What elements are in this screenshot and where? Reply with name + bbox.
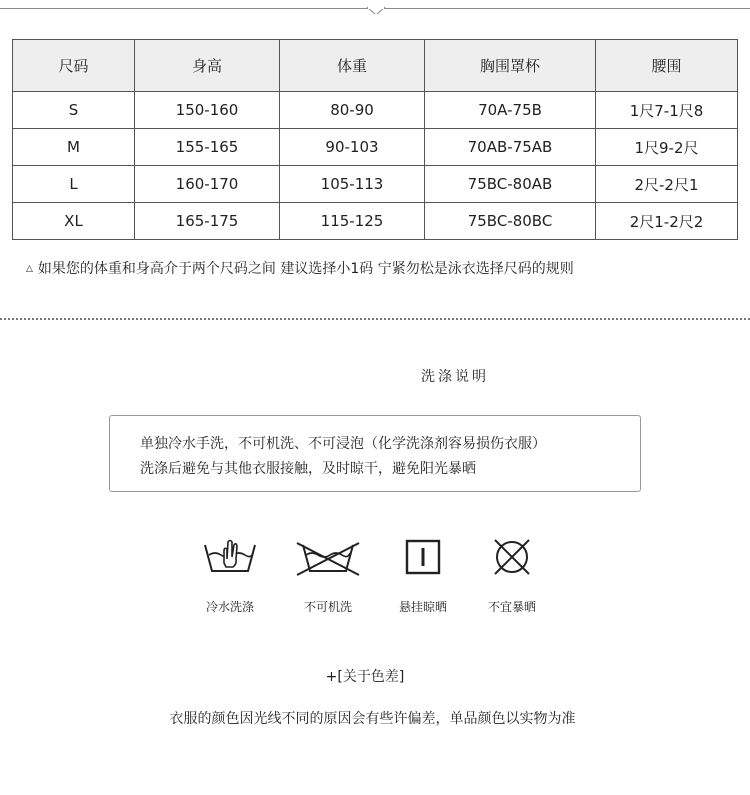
size-advice-note	[26, 258, 574, 278]
cell-weight: 105-113	[280, 166, 425, 203]
care-label: 悬挂晾晒	[398, 600, 447, 614]
cell-bust-cup: 70A-75B	[425, 92, 596, 129]
hand-wash-icon	[202, 537, 258, 577]
cell-waist: 2尺-2尺1	[596, 166, 738, 203]
care-label: 不可机洗	[303, 600, 352, 614]
header-weight: 体重	[280, 40, 425, 92]
size-chart-table	[12, 39, 738, 240]
size-advice-text: 如果您的体重和身高介于两个尺码之间 建议选择小1码 宁紧勿松是泳衣选择尺码的规则	[37, 261, 574, 277]
cell-height: 155-165	[135, 129, 280, 166]
cell-size: S	[13, 92, 135, 129]
cell-size: M	[13, 129, 135, 166]
no-machine-wash-icon	[295, 537, 361, 577]
cell-weight: 90-103	[280, 129, 425, 166]
cell-weight: 80-90	[280, 92, 425, 129]
table-row	[13, 166, 738, 203]
cell-height: 150-160	[135, 92, 280, 129]
cell-weight: 115-125	[280, 203, 425, 240]
header-bust-cup: 胸围罩杯	[425, 40, 596, 92]
cell-height: 160-170	[135, 166, 280, 203]
table-header-row	[13, 40, 738, 92]
color-difference-text: 衣服的颜色因光线不同的原因会有些许偏差，单品颜色以实物为准	[169, 711, 576, 727]
cell-bust-cup: 75BC-80AB	[425, 166, 596, 203]
cell-waist: 2尺1-2尺2	[596, 203, 738, 240]
cell-waist: 1尺9-2尺	[596, 129, 738, 166]
chevron-down-icon	[366, 2, 386, 14]
care-item-no-machine-wash	[288, 537, 368, 615]
table-row	[13, 203, 738, 240]
cell-waist: 1尺7-1尺8	[596, 92, 738, 129]
wash-instruction-line: 洗涤后避免与其他衣服接触，及时晾干，避免阳光暴晒	[140, 461, 476, 477]
cell-size: L	[13, 166, 135, 203]
wash-instructions-title: 洗涤说明	[421, 369, 489, 385]
table-row	[13, 129, 738, 166]
care-item-hand-wash	[190, 537, 270, 615]
care-item-hang-dry	[383, 537, 463, 615]
table-row	[13, 92, 738, 129]
wash-instruction-line: 单独冷水手洗，不可机洗、不可浸泡（化学洗涤剂容易损伤衣服）	[140, 436, 546, 452]
cell-bust-cup: 70AB-75AB	[425, 129, 596, 166]
triangle-icon: △	[26, 264, 33, 274]
care-item-no-sun-dry	[472, 537, 552, 615]
header-size: 尺码	[13, 40, 135, 92]
cell-height: 165-175	[135, 203, 280, 240]
care-label: 不宜暴晒	[487, 600, 536, 614]
dotted-divider	[0, 318, 750, 320]
header-height: 身高	[135, 40, 280, 92]
no-sun-dry-icon	[492, 537, 532, 577]
header-waist: 腰围	[596, 40, 738, 92]
cell-size: XL	[13, 203, 135, 240]
care-label: 冷水洗涤	[205, 600, 254, 614]
cell-bust-cup: 75BC-80BC	[425, 203, 596, 240]
wash-instructions-box	[109, 415, 641, 492]
hang-dry-icon	[403, 537, 443, 577]
color-difference-title: +[关于色差]	[325, 669, 405, 685]
